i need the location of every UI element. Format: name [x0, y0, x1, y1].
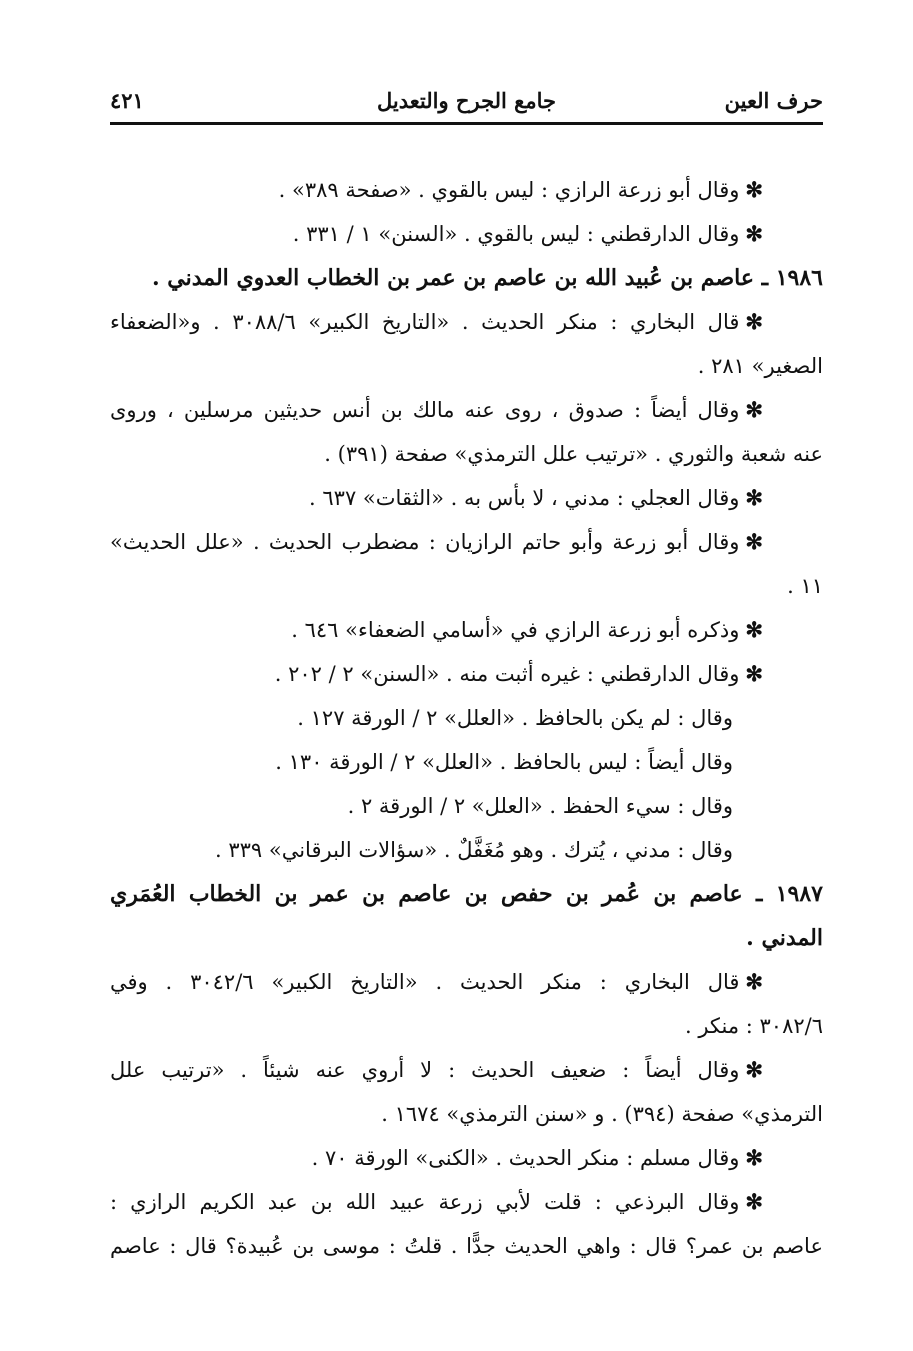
- text-line: [110, 784, 823, 828]
- asterisk-icon: ✻: [745, 661, 763, 686]
- text-line: [110, 1224, 823, 1268]
- text-line: [110, 344, 823, 388]
- line-text: وقال أيضاً : صدوق ، روى عنه مالك بن أنس حديثين مرسلين ، وروى: [110, 398, 740, 422]
- line-text: ٣٠٨٢/٦ : منكر .: [684, 1014, 823, 1038]
- text-line: [110, 1048, 823, 1092]
- header-rule: [110, 122, 823, 125]
- text-line: [110, 740, 823, 784]
- text-line: [110, 960, 823, 1004]
- line-text: الصغير» ٢٨١ .: [697, 354, 823, 378]
- text-line: [110, 212, 823, 256]
- page-header: [110, 80, 823, 120]
- text-line: [110, 388, 823, 432]
- line-text: قال البخاري : منكر الحديث . «التاريخ الكبير» ٣٠٨٨/٦ . و«الضعفاء: [110, 310, 740, 334]
- text-line: [110, 828, 823, 872]
- text-line: [110, 608, 823, 652]
- line-text: عاصم بن عمر؟ قال : واهي الحديث جدًّا . قلتُ : موسى بن عُبيدة؟ قال : عاصم: [110, 1234, 823, 1258]
- text-line: [110, 652, 823, 696]
- line-text: وقال أبو زرعة الرازي : ليس بالقوي . «صفحة ٣٨٩» .: [278, 178, 740, 202]
- page-number: ٤٢١: [110, 88, 144, 113]
- asterisk-icon: ✻: [745, 969, 763, 994]
- line-text: ١٩٨٦ ـ عاصم بن عُبيد الله بن عاصم بن عمر بن الخطاب العدوي المدني .: [151, 265, 823, 291]
- line-text: وقال العجلي : مدني ، لا بأس به . «الثقات» ٦٣٧ .: [309, 486, 740, 510]
- line-text: قال البخاري : منكر الحديث . «التاريخ الكبير» ٣٠٤٢/٦ . وفي: [110, 970, 740, 994]
- asterisk-icon: ✻: [745, 1145, 763, 1170]
- asterisk-icon: ✻: [745, 309, 763, 334]
- asterisk-icon: ✻: [745, 397, 763, 422]
- text-line: [110, 300, 823, 344]
- line-text: وقال أبو زرعة وأبو حاتم الرازيان : مضطرب الحديث . «علل الحديث»: [110, 530, 740, 554]
- text-line: [110, 916, 823, 960]
- text-line: [110, 564, 823, 608]
- asterisk-icon: ✻: [745, 485, 763, 510]
- line-text: ١١ .: [787, 574, 823, 598]
- line-text: ١٩٨٧ ـ عاصم بن عُمر بن حفص بن عاصم بن عمر بن الخطاب العُمَري: [110, 881, 823, 907]
- asterisk-icon: ✻: [745, 1057, 763, 1082]
- text-line: [110, 1180, 823, 1224]
- line-text: وقال الدارقطني : ليس بالقوي . «السنن» ١ / ٣٣١ .: [292, 222, 740, 246]
- entry-heading: [110, 872, 823, 916]
- entry-heading: [110, 256, 823, 300]
- line-text: وقال البرذعي : قلت لأبي زرعة عبيد الله بن عبد الكريم الرازي :: [110, 1190, 740, 1214]
- asterisk-icon: ✻: [745, 529, 763, 554]
- text-line: [110, 476, 823, 520]
- chapter-title: حرف العين: [724, 88, 823, 113]
- text-line: [110, 696, 823, 740]
- line-text: وقال : مدني ، يُترك . وهو مُغَفَّلٌ . «سؤالات البرقاني» ٣٣٩ .: [214, 838, 733, 862]
- line-text: المدني .: [746, 925, 823, 951]
- line-text: وقال أيضاً : ليس بالحافظ . «العلل» ٢ / الورقة ١٣٠ .: [275, 750, 733, 774]
- line-text: وقال أيضاً : ضعيف الحديث : لا أروي عنه شيئاً . «ترتيب علل: [110, 1058, 740, 1082]
- line-text: وقال الدارقطني : غيره أثبت منه . «السنن» ٢ / ٢٠٢ .: [274, 662, 740, 686]
- text-line: [110, 1092, 823, 1136]
- line-text: عنه شعبة والثوري . «ترتيب علل الترمذي» صفحة (٣٩١) .: [324, 442, 823, 466]
- text-line: [110, 1004, 823, 1048]
- text-line: [110, 432, 823, 476]
- line-text: الترمذي» صفحة (٣٩٤) . و «سنن الترمذي» ١٦٧٤ .: [381, 1102, 823, 1126]
- text-line: [110, 520, 823, 564]
- book-title: جامع الجرح والتعديل: [377, 88, 556, 113]
- line-text: وقال : سيء الحفظ . «العلل» ٢ / الورقة ٢ .: [347, 794, 733, 818]
- asterisk-icon: ✻: [745, 617, 763, 642]
- page-body: [110, 168, 823, 1268]
- text-line: [110, 1136, 823, 1180]
- text-line: [110, 168, 823, 212]
- asterisk-icon: ✻: [745, 221, 763, 246]
- asterisk-icon: ✻: [745, 1189, 763, 1214]
- line-text: وقال : لم يكن بالحافظ . «العلل» ٢ / الورقة ١٢٧ .: [297, 706, 733, 730]
- line-text: وذكره أبو زرعة الرازي في «أسامي الضعفاء» ٦٤٦ .: [291, 618, 740, 642]
- asterisk-icon: ✻: [745, 177, 763, 202]
- line-text: وقال مسلم : منكر الحديث . «الكنى» الورقة ٧٠ .: [311, 1146, 740, 1170]
